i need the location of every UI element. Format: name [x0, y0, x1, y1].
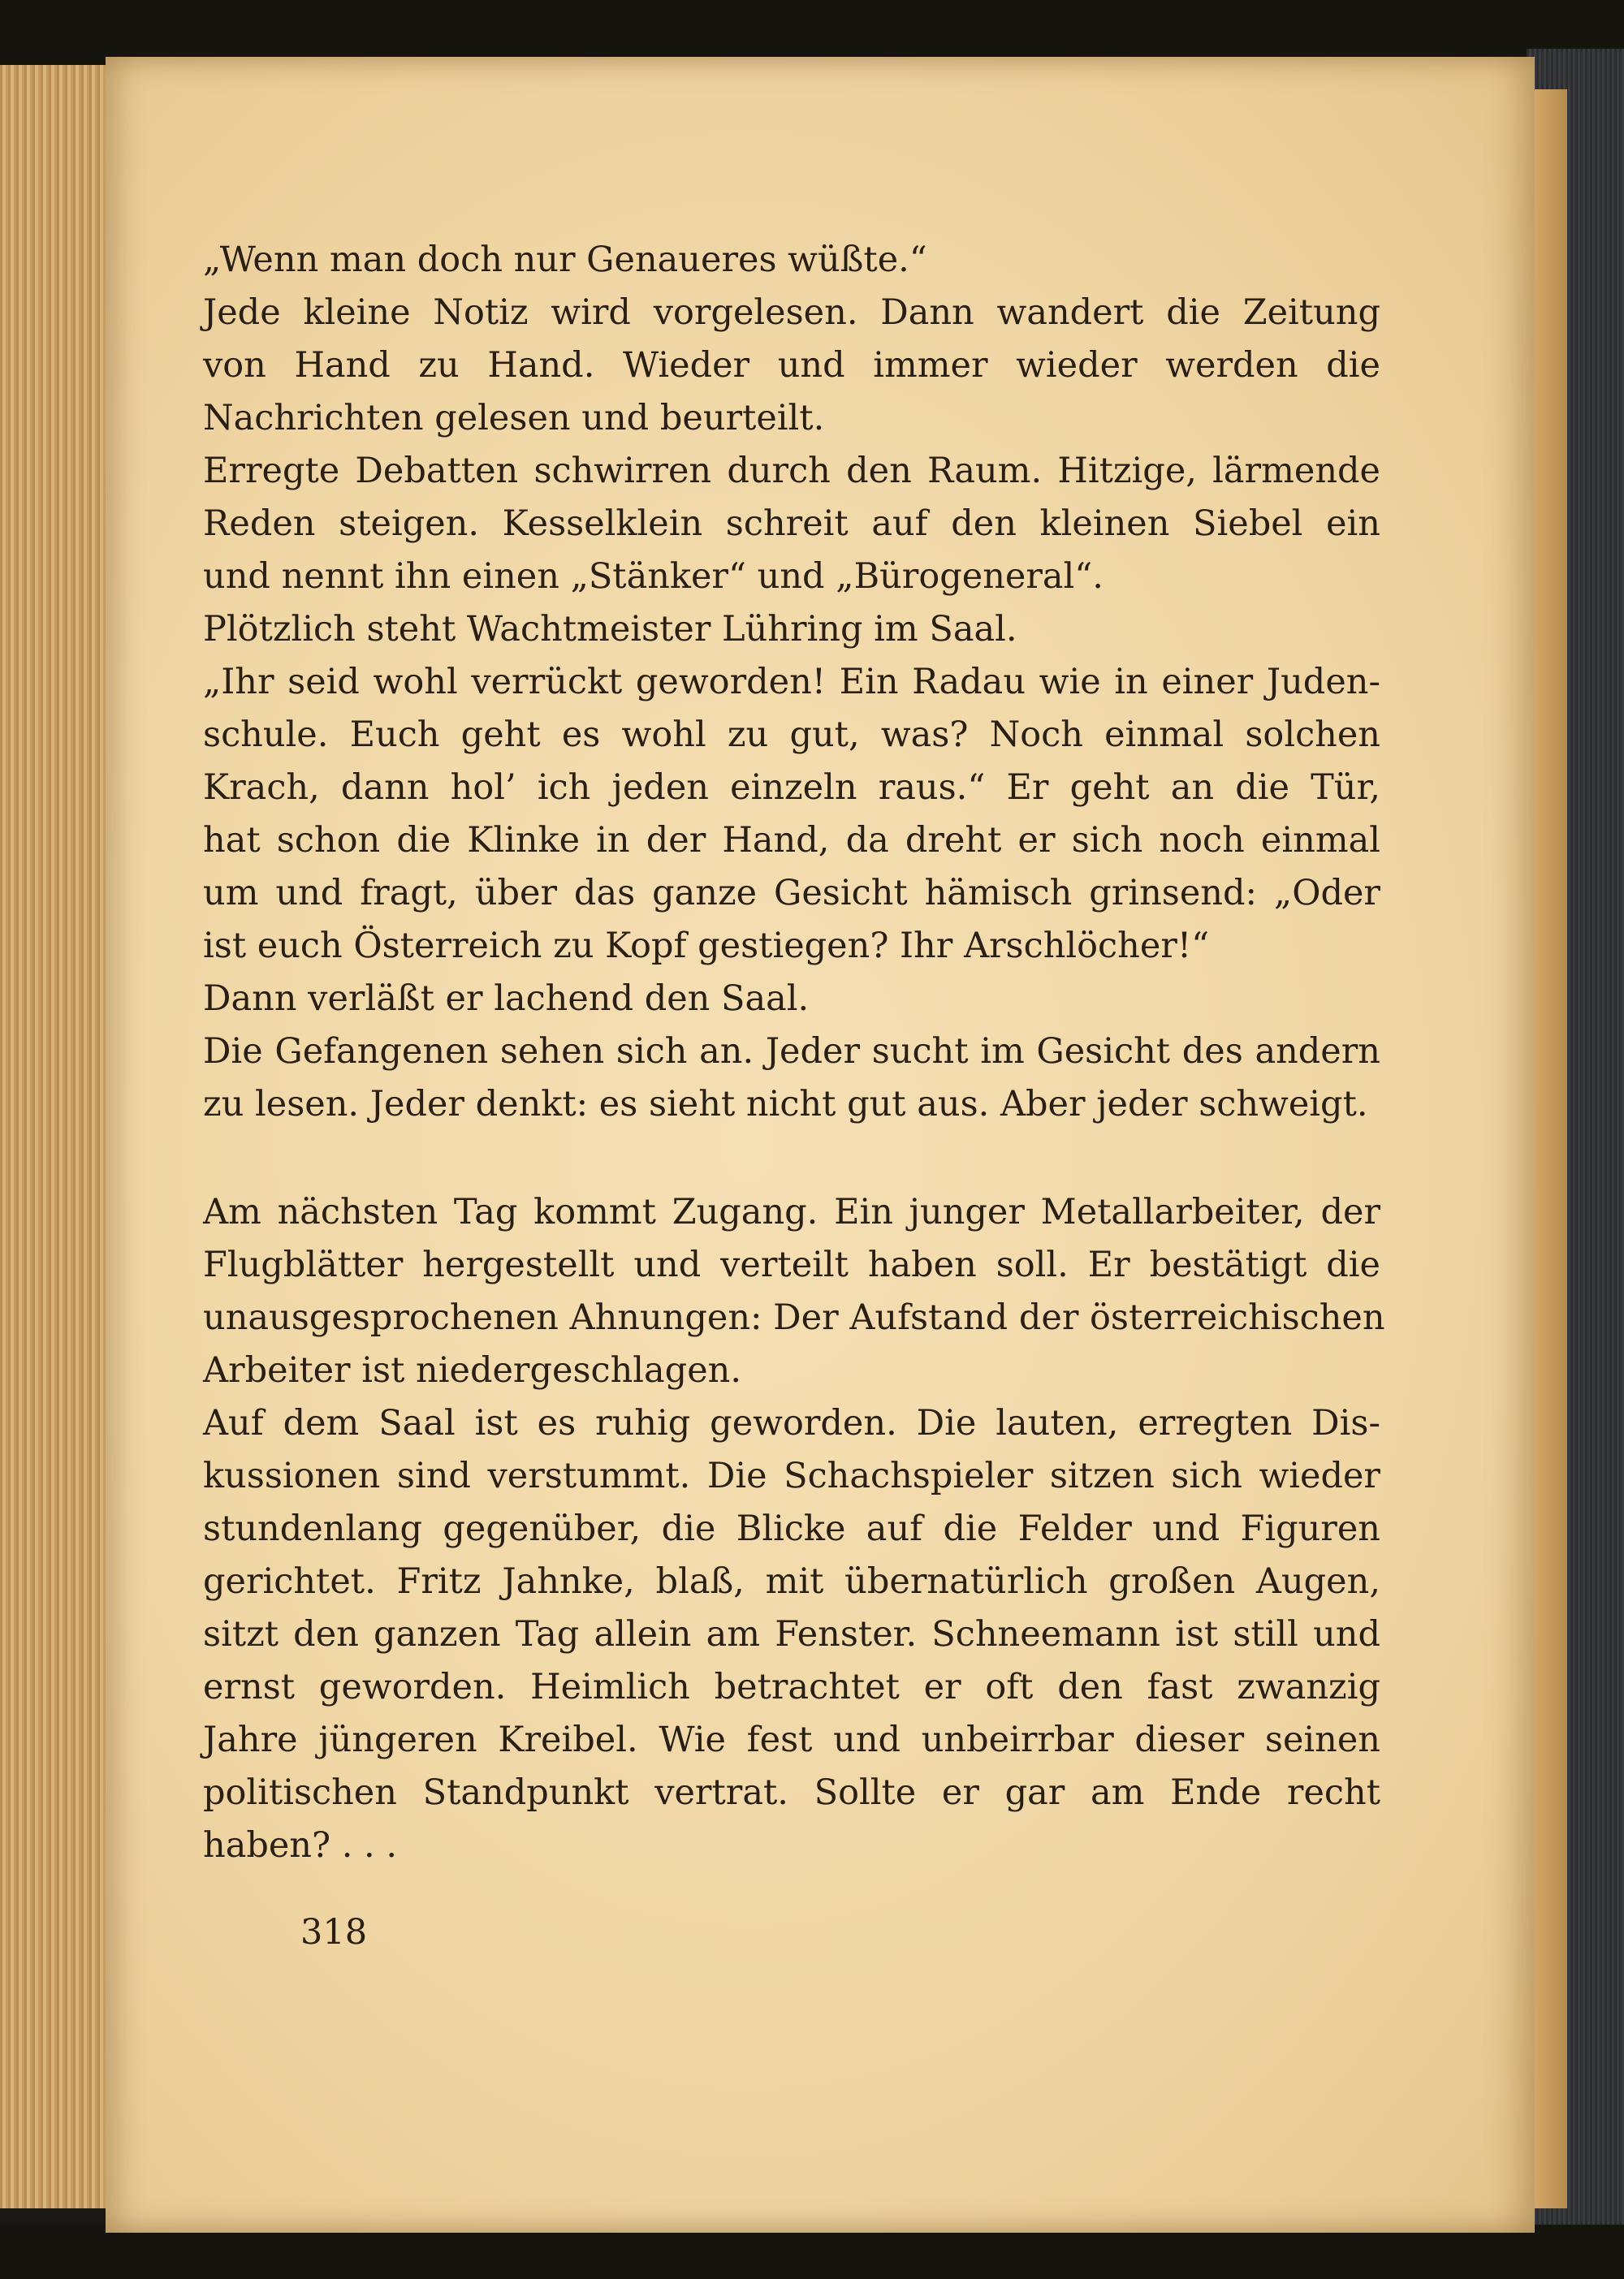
text-line: Reden steigen. Kesselklein schreit auf den kleinen Siebel ein — [203, 503, 1380, 544]
paragraph — [203, 656, 1380, 973]
text-line: Erregte Debatten schwirren durch den Raum. Hitzige, lärmende — [203, 451, 1380, 491]
section-gap — [203, 1131, 1380, 1186]
paragraph — [203, 603, 1380, 656]
paragraph — [203, 287, 1380, 445]
paragraph — [203, 1397, 1380, 1872]
text-line: Nachrichten gelesen und beurteilt. — [203, 398, 825, 438]
text-line: Jahre jüngeren Kreibel. Wie fest und unbeirrbar dieser seinen — [203, 1720, 1380, 1760]
text-line: ernst geworden. Heimlich betrachtet er oft den fast zwanzig — [203, 1667, 1380, 1707]
text-line: stundenlang gegenüber, die Blicke auf die Felder und Figuren — [203, 1509, 1380, 1549]
text-line: Flugblätter hergestellt und verteilt haben soll. Er bestätigt die — [203, 1245, 1380, 1285]
text-line: Die Gefangenen sehen sich an. Jeder sucht im Gesicht des andern — [203, 1031, 1380, 1072]
background-top — [0, 0, 1624, 65]
paragraph — [203, 1025, 1380, 1131]
page-stack-left — [0, 65, 122, 2208]
paragraph — [203, 234, 1380, 287]
text-line: gerichtet. Fritz Jahnke, blaß, mit übernatürlich großen Augen, — [203, 1561, 1380, 1602]
text-line: zu lesen. Jeder denkt: es sieht nicht gut aus. Aber jeder schweigt. — [203, 1084, 1368, 1124]
text-line: schule. Euch geht es wohl zu gut, was? Noch einmal solchen — [203, 714, 1380, 755]
paragraph — [203, 973, 1380, 1025]
text-line: hat schon die Klinke in der Hand, da dreht er sich noch einmal — [203, 820, 1380, 861]
text-line: unausgesprochenen Ahnungen: Der Aufstand der österreichischen — [203, 1297, 1385, 1338]
text-line: und nennt ihn einen „Stänker“ und „Bürogeneral“. — [203, 556, 1104, 597]
text-line: Plötzlich steht Wachtmeister Lühring im Saal. — [203, 609, 1017, 650]
text-line: „Ihr seid wohl verrückt geworden! Ein Radau wie in einer Juden- — [203, 662, 1380, 702]
background-bottom — [0, 2225, 1624, 2279]
text-line: von Hand zu Hand. Wieder und immer wieder werden die — [203, 345, 1380, 386]
text-line: um und fragt, über das ganze Gesicht hämisch grinsend: „Oder — [203, 873, 1380, 913]
text-line: politischen Standpunkt vertrat. Sollte er gar am Ende recht — [203, 1772, 1380, 1813]
text-line: Dann verläßt er lachend den Saal. — [203, 978, 810, 1019]
text-line: sitzt den ganzen Tag allein am Fenster. Schneemann ist still und — [203, 1614, 1380, 1655]
text-line: „Wenn man doch nur Genaueres wüßte.“ — [203, 240, 927, 280]
paragraph — [203, 445, 1380, 603]
text-line: haben? . . . — [203, 1825, 398, 1866]
page-number: 318 — [300, 1912, 368, 1953]
text-line: Arbeiter ist niedergeschlagen. — [203, 1350, 742, 1391]
page-text — [203, 234, 1385, 1872]
text-line: Auf dem Saal ist es ruhig geworden. Die lauten, erregten Dis- — [203, 1403, 1380, 1444]
paragraph — [203, 1186, 1385, 1397]
text-line: Jede kleine Notiz wird vorgelesen. Dann wandert die Zeitung — [203, 292, 1380, 333]
text-line: kussionen sind verstummt. Die Schachspieler sitzen sich wieder — [203, 1456, 1380, 1496]
text-line: Am nächsten Tag kommt Zugang. Ein junger Metallarbeiter, der — [203, 1192, 1380, 1232]
text-line: Krach, dann hol’ ich jeden einzeln raus.“ Er geht an die Tür, — [203, 767, 1380, 808]
text-line: ist euch Österreich zu Kopf gestiegen? Ihr Arschlöcher!“ — [203, 926, 1210, 966]
